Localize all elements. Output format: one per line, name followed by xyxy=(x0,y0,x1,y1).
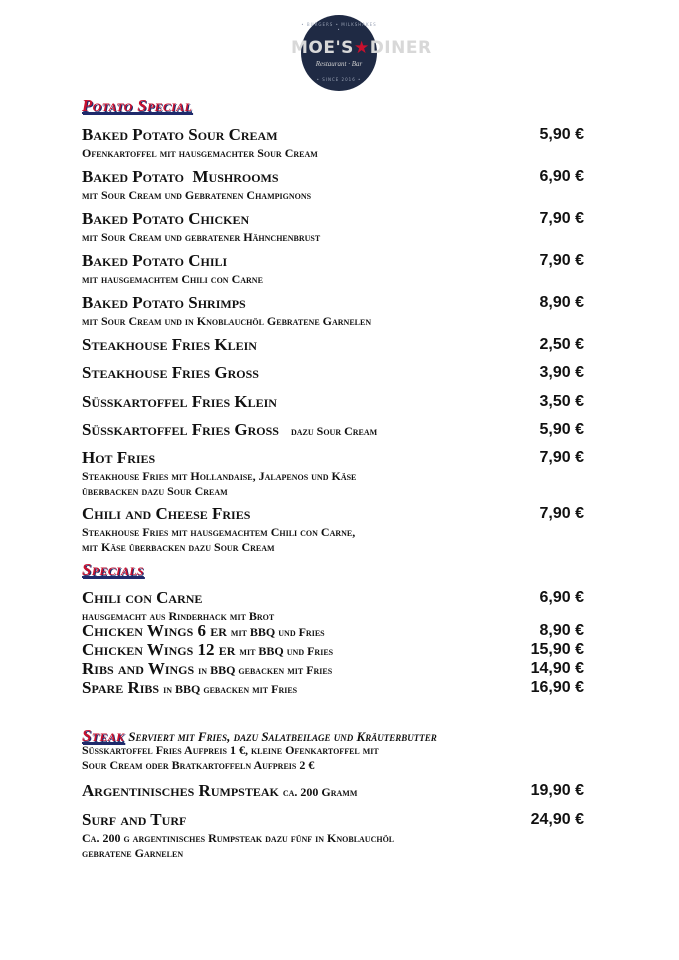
menu-item xyxy=(82,126,584,161)
item-price: 6,90 € xyxy=(539,168,584,185)
item-name: Süsskartoffel Fries Gross xyxy=(82,420,279,439)
menu-item xyxy=(82,210,584,245)
menu-item xyxy=(82,294,584,329)
menu-item xyxy=(82,393,584,412)
item-name: Baked Potato Chili xyxy=(82,251,228,270)
logo-ring-top: • BURGERS • MILKSHAKES • xyxy=(301,22,377,32)
item-price: 15,90 € xyxy=(530,641,584,658)
item-name: Chili and Cheese Fries xyxy=(82,504,251,523)
star-icon: ★ xyxy=(353,38,370,58)
item-description: mit Sour Cream und gebratener Hähnchenbrust xyxy=(82,230,321,244)
item-price: 7,90 € xyxy=(539,449,584,466)
menu-item xyxy=(82,364,584,383)
item-price: 5,90 € xyxy=(539,421,584,438)
item-description: Ca. 200 g argentinisches Rumpsteak dazu fünf in Knoblauchöl xyxy=(82,831,395,845)
item-description: mit Käse überbacken dazu Sour Cream xyxy=(82,540,275,554)
menu-item xyxy=(82,679,584,698)
item-name: Spare Ribs xyxy=(82,678,160,697)
section-title-specials: Specials xyxy=(82,560,144,579)
item-name: Baked Potato Mushrooms xyxy=(82,167,279,186)
item-price: 7,90 € xyxy=(539,210,584,227)
item-description: mit Sour Cream und in Knoblauchöl Gebratene Garnelen xyxy=(82,314,372,328)
item-name: Baked Potato Shrimps xyxy=(82,293,246,312)
item-name: Surf and Turf xyxy=(82,810,187,829)
menu-item xyxy=(82,336,584,355)
menu-item xyxy=(82,622,584,641)
item-description: hausgemacht aus Rinderhack mit Brot xyxy=(82,609,275,623)
logo-brand-right: DINER xyxy=(369,38,432,58)
item-name: Chicken Wings 6 er xyxy=(82,621,227,640)
item-price: 16,90 € xyxy=(530,679,584,696)
item-price: 14,90 € xyxy=(530,660,584,677)
item-description: Ofenkartoffel mit hausgemachter Sour Cream xyxy=(82,146,318,160)
logo-subtitle: Restaurant · Bar xyxy=(315,60,363,68)
item-price: 2,50 € xyxy=(539,336,584,353)
item-price: 24,90 € xyxy=(530,811,584,828)
item-price: 8,90 € xyxy=(539,622,584,639)
item-description: gebratene Garnelen xyxy=(82,846,184,860)
item-name: Baked Potato Chicken xyxy=(82,209,250,228)
item-name: Argentinisches Rumpsteak xyxy=(82,781,279,800)
menu-item xyxy=(82,811,584,861)
menu-item xyxy=(82,782,584,801)
item-description: mit Sour Cream und Gebratenen Champignons xyxy=(82,188,312,202)
item-price: 19,90 € xyxy=(530,782,584,799)
item-description: Steakhouse Fries mit Hollandaise, Jalapenos und Käse xyxy=(82,469,357,483)
section-title-potato: Potato Special xyxy=(82,96,193,115)
steak-surcharge-note: Sour Cream oder Bratkartoffeln Aufpreis 2 € xyxy=(82,758,315,772)
menu-item xyxy=(82,589,584,624)
item-name: Chicken Wings 12 er xyxy=(82,640,236,659)
menu-item xyxy=(82,168,584,203)
menu-item xyxy=(82,421,584,440)
steak-serving-note: Serviert mit Fries, dazu Salatbeilage und Kräuterbutter xyxy=(128,729,437,744)
logo-brand xyxy=(291,38,432,58)
item-inline-note: ca. 200 Gramm xyxy=(282,785,358,799)
item-inline-note: mit BBQ und Fries xyxy=(230,625,325,639)
item-name: Hot Fries xyxy=(82,448,156,467)
item-price: 6,90 € xyxy=(539,589,584,606)
logo xyxy=(291,13,432,93)
menu-item xyxy=(82,505,584,555)
item-price: 7,90 € xyxy=(539,505,584,522)
item-description: mit hausgemachtem Chili con Carne xyxy=(82,272,263,286)
item-description: Steakhouse Fries mit hausgemachtem Chili con Carne, xyxy=(82,525,356,539)
item-inline-note: in BBQ gebacken mit Fries xyxy=(198,663,333,677)
item-name: Baked Potato Sour Cream xyxy=(82,125,278,144)
item-price: 3,50 € xyxy=(539,393,584,410)
item-price: 8,90 € xyxy=(539,294,584,311)
item-inline-note: dazu Sour Cream xyxy=(290,424,378,438)
section-title-steak: Steak xyxy=(82,726,125,745)
item-price: 7,90 € xyxy=(539,252,584,269)
menu-item xyxy=(82,660,584,679)
menu-item xyxy=(82,449,584,499)
item-name: Süsskartoffel Fries Klein xyxy=(82,392,277,411)
logo-ring-bottom: • SINCE 2016 • xyxy=(316,77,362,82)
item-name: Ribs and Wings xyxy=(82,659,195,678)
item-price: 5,90 € xyxy=(539,126,584,143)
item-description: überbacken dazu Sour Cream xyxy=(82,484,228,498)
item-inline-note: mit BBQ und Fries xyxy=(239,644,334,658)
steak-surcharge-note: Süsskartoffel Fries Aufpreis 1 €, kleine Ofenkartoffel mit xyxy=(82,743,379,757)
item-price: 3,90 € xyxy=(539,364,584,381)
item-name: Steakhouse Fries Gross xyxy=(82,363,259,382)
item-name: Steakhouse Fries Klein xyxy=(82,335,257,354)
logo-brand-left: MOE'S xyxy=(291,38,354,58)
menu-item xyxy=(82,641,584,660)
item-name: Chili con Carne xyxy=(82,588,203,607)
item-inline-note: in BBQ gebacken mit Fries xyxy=(163,682,298,696)
menu-item xyxy=(82,252,584,287)
